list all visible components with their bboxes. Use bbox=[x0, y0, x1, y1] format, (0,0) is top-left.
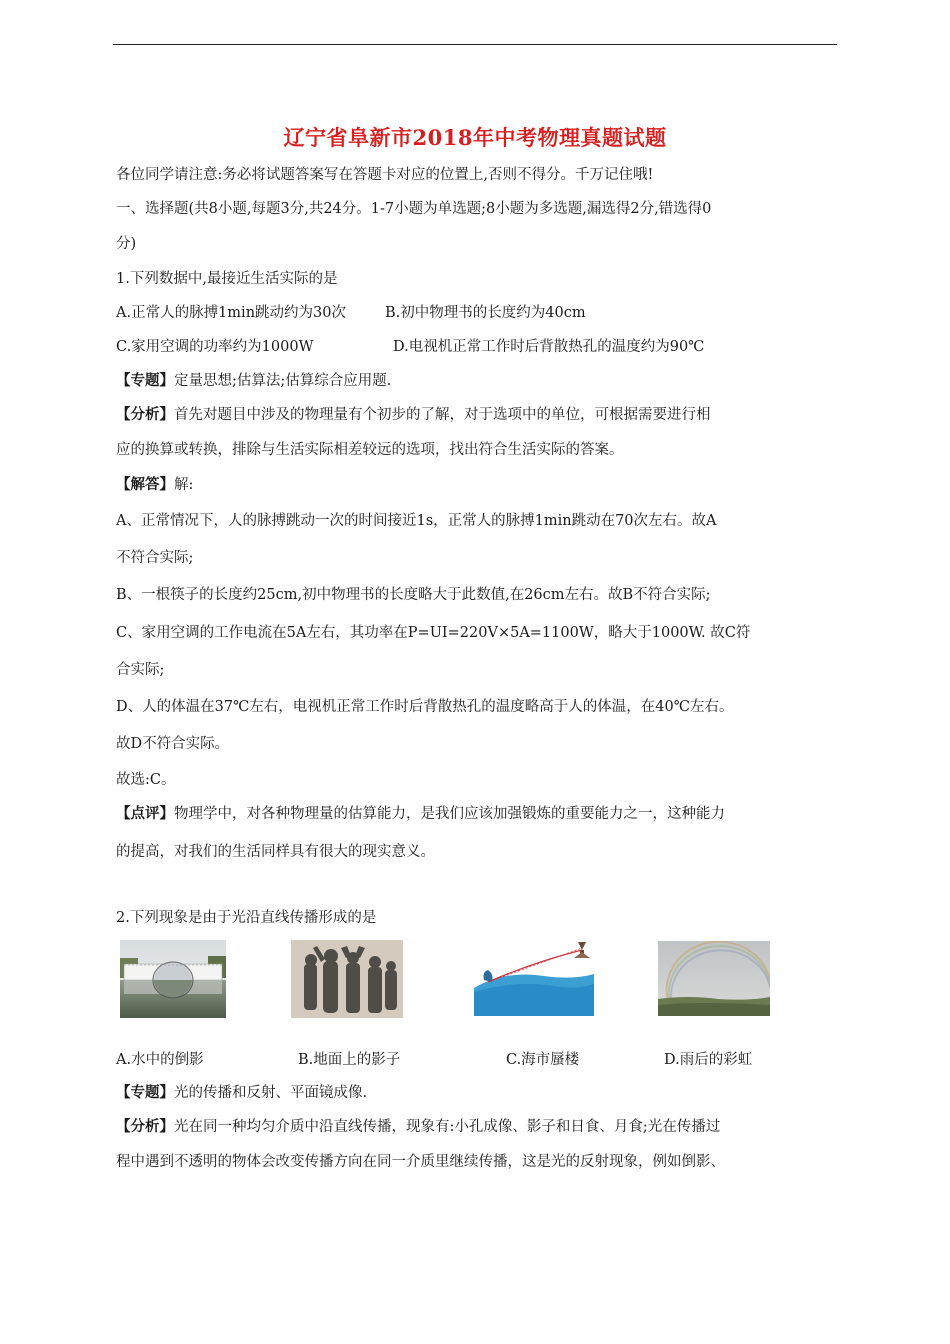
q1-option-c: C.家用空调的功率约为1000W bbox=[116, 339, 314, 355]
page-title: 辽宁省阜新市2018年中考物理真题试题 bbox=[283, 125, 667, 150]
q1-option-b: B.初中物理书的长度约为40cm bbox=[385, 305, 586, 321]
q2-analysis-text-2: 程中遇到不透明的物体会改变传播方向在同一介质里继续传播，这是光的反射现象，例如倒影、 bbox=[116, 1154, 725, 1170]
q1-review bbox=[116, 802, 725, 823]
q1-analysis-text-1: 首先对题目中涉及的物理量有个初步的了解，对于选项中的单位，可根据需要进行相 bbox=[174, 407, 711, 423]
q2-option-c: C.海市蜃楼 bbox=[506, 1052, 580, 1068]
q1-stem: 1.下列数据中,最接近生活实际的是 bbox=[116, 271, 338, 287]
section-heading-line2: 分) bbox=[116, 236, 137, 252]
rainbow-image bbox=[658, 941, 770, 1016]
q1-answer-d-1: D、人的体温在37℃左右，电视机正常工作时后背散热孔的温度略高于人的体温，在40℃左右。 bbox=[116, 699, 734, 715]
q2-topic-tag: 【专题】 bbox=[116, 1084, 174, 1101]
q2-topic-text: 光的传播和反射、平面镜成像. bbox=[174, 1085, 368, 1101]
q1-analysis-tag: 【分析】 bbox=[116, 406, 174, 423]
q2-option-d: D.雨后的彩虹 bbox=[664, 1052, 753, 1068]
header-rule bbox=[113, 44, 837, 45]
notice-text: 各位同学请注意:务必将试题答案写在答题卡对应的位置上,否则不得分。千万记住哦! bbox=[116, 167, 654, 183]
bridge-reflection-image bbox=[120, 940, 226, 1018]
q1-answer-head: 解: bbox=[174, 477, 194, 493]
q1-review-text-2: 的提高，对我们的生活同样具有很大的现实意义。 bbox=[116, 844, 435, 860]
section-heading-line1: 一、选择题(共8小题,每题3分,共24分。1-7小题为单选题;8小题为多选题,漏选得2分,错选得0 bbox=[116, 201, 712, 217]
q2-analysis-tag: 【分析】 bbox=[116, 1118, 174, 1135]
q1-answer-c-1: C、家用空调的工作电流在5A左右，其功率在P=UI=220V×5A=1100W，略大于1000W. 故C符 bbox=[116, 625, 751, 641]
q1-answer-d-2: 故D不符合实际。 bbox=[116, 736, 230, 752]
q1-topic-tag: 【专题】 bbox=[116, 372, 174, 389]
q1-option-a: A.正常人的脉搏1min跳动约为30次 bbox=[116, 305, 346, 321]
q1-option-d: D.电视机正常工作时后背散热孔的温度约为90℃ bbox=[393, 339, 705, 355]
q1-analysis-text-2: 应的换算或转换，排除与生活实际相差较远的选项，找出符合生活实际的答案。 bbox=[116, 442, 624, 458]
q1-choice: 故选:C。 bbox=[116, 772, 176, 788]
q1-answer-c-2: 合实际; bbox=[116, 662, 165, 678]
ground-shadows-image bbox=[291, 940, 403, 1018]
q2-option-b: B.地面上的影子 bbox=[298, 1052, 401, 1068]
q1-topic bbox=[116, 369, 391, 390]
q2-stem: 2.下列现象是由于光沿直线传播形成的是 bbox=[116, 910, 377, 926]
q1-topic-text: 定量思想;估算法;估算综合应用题. bbox=[174, 373, 392, 389]
mirage-diagram-image bbox=[474, 940, 594, 1016]
q1-analysis bbox=[116, 403, 711, 424]
q1-answer-tag: 【解答】 bbox=[116, 476, 174, 493]
q1-review-tag: 【点评】 bbox=[116, 805, 174, 822]
q2-analysis bbox=[116, 1115, 720, 1136]
q1-review-text-1: 物理学中，对各种物理量的估算能力，是我们应该加强锻炼的重要能力之一，这种能力 bbox=[174, 806, 725, 822]
q1-answer-a-2: 不符合实际; bbox=[116, 550, 194, 566]
q2-topic bbox=[116, 1081, 367, 1102]
q1-answer-b: B、一根筷子的长度约25cm,初中物理书的长度略大于此数值,在26cm左右。故B不符合实际; bbox=[116, 587, 711, 603]
q2-option-a: A.水中的倒影 bbox=[116, 1052, 204, 1068]
q1-answer-a-1: A、正常情况下，人的脉搏跳动一次的时间接近1s，正常人的脉搏1min跳动在70次左右。故A bbox=[116, 513, 717, 529]
q1-answer bbox=[116, 473, 193, 494]
q2-analysis-text-1: 光在同一种均匀介质中沿直线传播，现象有:小孔成像、影子和日食、月食;光在传播过 bbox=[174, 1119, 721, 1135]
